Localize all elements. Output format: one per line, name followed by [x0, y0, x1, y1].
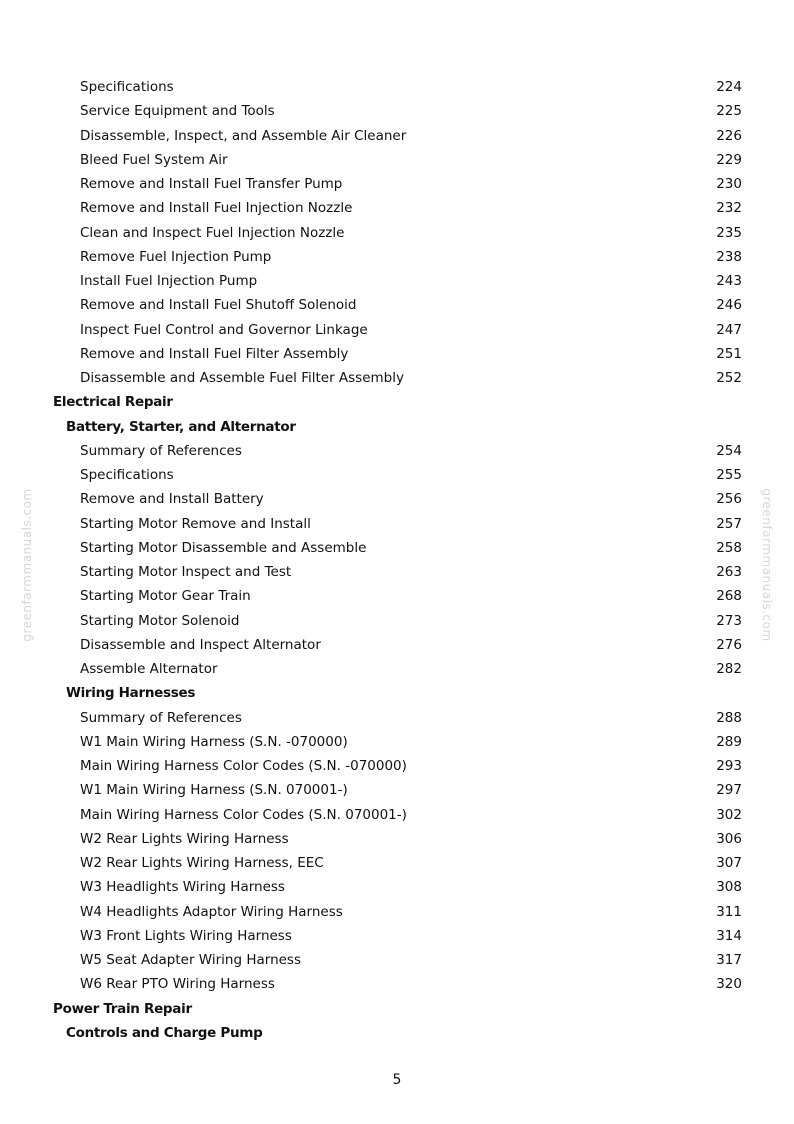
toc-entry-page: 288 — [716, 709, 742, 726]
toc-entry-page: 243 — [716, 273, 742, 289]
toc-entry-title: Remove and Install Fuel Filter Assembly — [80, 345, 349, 362]
toc-entry-page: 317 — [716, 952, 742, 968]
toc-entry-title: Install Fuel Injection Pump — [80, 273, 258, 289]
toc-entry[interactable] — [0, 875, 794, 899]
watermark-right: greenfarmmanuals.com — [760, 488, 774, 642]
toc-entry-page: 226 — [716, 127, 742, 144]
toc-entry[interactable] — [0, 196, 794, 220]
toc-entry-title: Specifications — [80, 79, 174, 95]
toc-entry[interactable] — [0, 584, 794, 608]
toc-entry[interactable] — [0, 318, 794, 342]
toc-entry[interactable] — [0, 851, 794, 875]
page-number: 5 — [392, 1072, 402, 1088]
toc-entry-page: 252 — [716, 370, 742, 386]
toc-entry-title: Wiring Harnesses — [66, 685, 196, 702]
toc-subsection-heading — [0, 681, 794, 705]
toc-entry[interactable] — [0, 124, 794, 148]
toc-entry[interactable] — [0, 221, 794, 245]
toc-entry-title: W3 Headlights Wiring Harness — [80, 879, 285, 896]
toc-entry[interactable] — [0, 366, 794, 390]
toc-entry[interactable] — [0, 609, 794, 633]
toc-entry[interactable] — [0, 512, 794, 536]
toc-entry-page: 256 — [716, 491, 742, 508]
toc-entry-page: 320 — [716, 976, 742, 993]
toc-entry-title: Remove Fuel Injection Pump — [80, 248, 272, 265]
toc-entry[interactable] — [0, 948, 794, 972]
toc-entry-title: W6 Rear PTO Wiring Harness — [80, 976, 275, 993]
toc-entry[interactable] — [0, 148, 794, 172]
toc-entry-title: Remove and Install Fuel Shutoff Solenoid — [80, 297, 357, 314]
toc-entry-page: 255 — [716, 467, 742, 483]
toc-entry[interactable] — [0, 778, 794, 802]
toc-entry[interactable] — [0, 439, 794, 463]
toc-entry-title: W2 Rear Lights Wiring Harness — [80, 830, 289, 847]
toc-entry-title: Disassemble, Inspect, and Assemble Air Cleaner — [80, 127, 407, 144]
toc-entry-page: 302 — [716, 806, 742, 823]
toc-entry-title: Inspect Fuel Control and Governor Linkage — [80, 321, 368, 338]
toc-entry[interactable] — [0, 245, 794, 269]
toc-entry-title: Remove and Install Fuel Injection Nozzle — [80, 200, 353, 217]
toc-entry-page: 289 — [716, 733, 742, 750]
toc-section-heading — [0, 997, 794, 1021]
toc-entry-title: Summary of References — [80, 709, 242, 726]
toc-entry-title: Main Wiring Harness Color Codes (S.N. -070000) — [80, 758, 407, 774]
toc-entry[interactable] — [0, 633, 794, 657]
toc-entry-page: 254 — [716, 442, 742, 459]
toc-entry[interactable] — [0, 293, 794, 317]
toc-entry[interactable] — [0, 487, 794, 511]
toc-entry[interactable] — [0, 900, 794, 924]
toc-entry-page: 230 — [716, 176, 742, 192]
toc-entry-title: Battery, Starter, and Alternator — [66, 418, 296, 435]
toc-entry-title: W5 Seat Adapter Wiring Harness — [80, 952, 301, 968]
toc-entry-page: 258 — [716, 539, 742, 556]
toc-entry-title: Specifications — [80, 467, 174, 483]
toc-entry-title: Assemble Alternator — [80, 661, 218, 677]
toc-entry-title: Electrical Repair — [53, 394, 173, 411]
toc-entry-page: 307 — [716, 855, 742, 871]
toc-entry[interactable] — [0, 972, 794, 996]
watermark-left: greenfarmmanuals.com — [20, 488, 34, 642]
toc-entry-page: 225 — [716, 103, 742, 120]
toc-entry[interactable] — [0, 342, 794, 366]
toc-entry[interactable] — [0, 924, 794, 948]
toc-entry-page: 229 — [716, 151, 742, 168]
toc-entry-page: 232 — [716, 200, 742, 217]
toc-entry-page: 308 — [716, 879, 742, 896]
toc-entry-title: Starting Motor Remove and Install — [80, 515, 311, 532]
toc-entry-title: Disassemble and Assemble Fuel Filter Assembly — [80, 370, 404, 386]
toc-entry[interactable] — [0, 827, 794, 851]
toc-entry-page: 297 — [716, 782, 742, 799]
toc-entry[interactable] — [0, 706, 794, 730]
toc-entry[interactable] — [0, 536, 794, 560]
toc-entry-page: 282 — [716, 661, 742, 677]
toc-entry-page: 257 — [716, 515, 742, 532]
toc-entry[interactable] — [0, 730, 794, 754]
toc-entry-page: 311 — [716, 903, 742, 920]
toc-entry-title: Starting Motor Solenoid — [80, 612, 240, 629]
toc-entry-title: Starting Motor Inspect and Test — [80, 564, 292, 580]
toc-entry-title: W1 Main Wiring Harness (S.N. 070001-) — [80, 782, 348, 799]
toc-entry-title: W3 Front Lights Wiring Harness — [80, 927, 292, 944]
toc-entry-title: Summary of References — [80, 442, 242, 459]
toc-entry-page: 251 — [716, 345, 742, 362]
toc-entry-page: 306 — [716, 830, 742, 847]
toc-entry-page: 235 — [716, 224, 742, 241]
toc-entry-title: Remove and Install Fuel Transfer Pump — [80, 176, 343, 192]
toc-entry-page: 263 — [716, 564, 742, 580]
toc-entry-title: W2 Rear Lights Wiring Harness, EEC — [80, 855, 324, 871]
toc-entry[interactable] — [0, 657, 794, 681]
toc-entry-title: Bleed Fuel System Air — [80, 151, 228, 168]
toc-entry-title: Clean and Inspect Fuel Injection Nozzle — [80, 224, 345, 241]
toc-section-heading — [0, 390, 794, 414]
toc-entry-page: 273 — [716, 612, 742, 629]
toc-entry-page: 246 — [716, 297, 742, 314]
toc-entry-title: Controls and Charge Pump — [66, 1024, 263, 1041]
toc-entry[interactable] — [0, 560, 794, 584]
toc-entry-title: Power Train Repair — [53, 1000, 192, 1017]
toc-entry[interactable] — [0, 754, 794, 778]
toc-entry-page: 247 — [716, 321, 742, 338]
toc-entry-page: 314 — [716, 927, 742, 944]
toc-entry[interactable] — [0, 99, 794, 123]
toc-entry-page: 224 — [716, 79, 742, 95]
toc-entry-page: 276 — [716, 636, 742, 653]
toc-entry-title: Remove and Install Battery — [80, 491, 264, 508]
toc-entry-title: W4 Headlights Adaptor Wiring Harness — [80, 903, 343, 920]
toc-entry-title: Disassemble and Inspect Alternator — [80, 636, 321, 653]
toc-entry-title: Service Equipment and Tools — [80, 103, 275, 120]
toc-entry-title: Main Wiring Harness Color Codes (S.N. 070001-) — [80, 806, 407, 823]
toc-entry[interactable] — [0, 75, 794, 99]
toc-subsection-heading — [0, 1021, 794, 1045]
toc-entry-title: Starting Motor Gear Train — [80, 588, 251, 605]
toc-subsection-heading — [0, 415, 794, 439]
toc-entry[interactable] — [0, 172, 794, 196]
toc-entry-page: 293 — [716, 758, 742, 774]
toc-entry-title: Starting Motor Disassemble and Assemble — [80, 539, 367, 556]
toc-entry[interactable] — [0, 269, 794, 293]
toc-entry[interactable] — [0, 463, 794, 487]
toc-entry-title: W1 Main Wiring Harness (S.N. -070000) — [80, 733, 348, 750]
toc-entry-page: 238 — [716, 248, 742, 265]
toc-entry-page: 268 — [716, 588, 742, 605]
table-of-contents — [0, 75, 794, 1045]
toc-entry[interactable] — [0, 803, 794, 827]
